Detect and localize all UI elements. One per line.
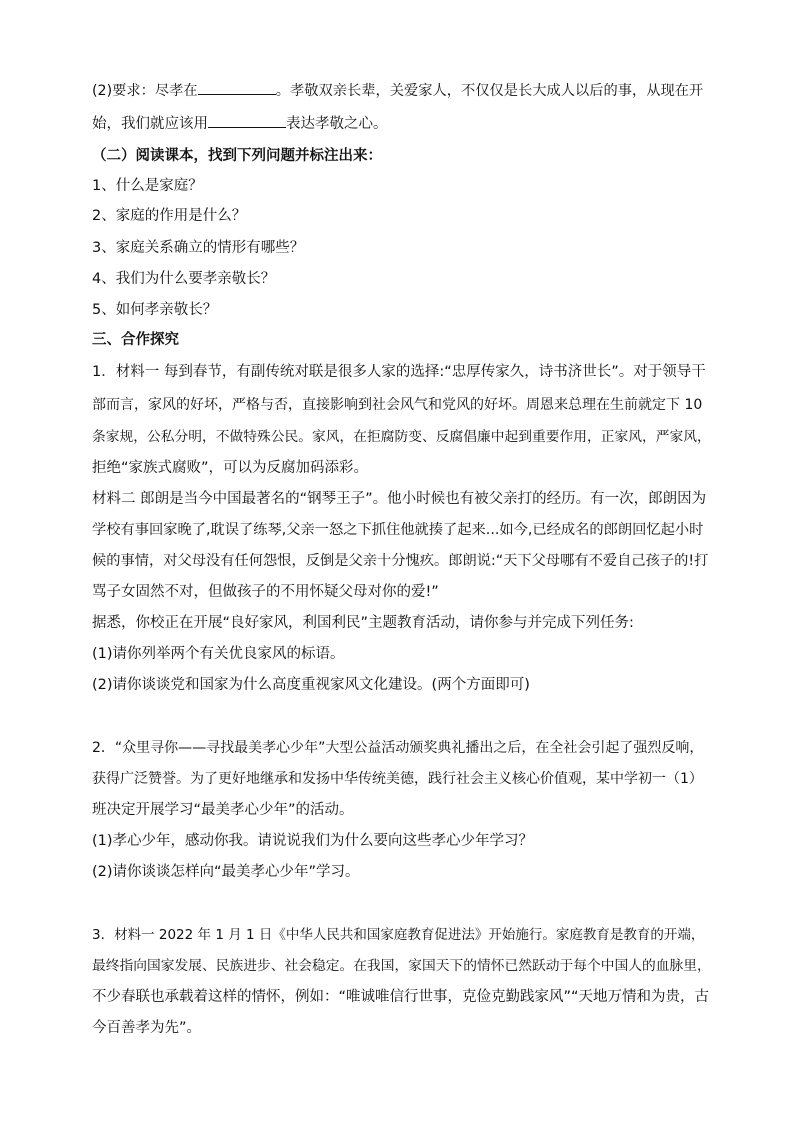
paragraph-line: 学校有事回家晚了,耽误了练琴,父亲一怒之下抓住他就揍了起来...如今,已经成名的郎朗回忆起小时 xyxy=(92,522,704,538)
paragraph-line: 3．材料一 2022 年 1 月 1 日《中华人民共和国家庭教育促进法》开始施行。家庭教育是教育的开端， xyxy=(92,927,705,943)
paragraph-line: 获得广泛赞誉。为了更好地继承和发扬中华传统美德，践行社会主义核心价值观，某中学初一（1） xyxy=(92,771,703,787)
paragraph-line: (1)请你列举两个有关优良家风的标语。 xyxy=(92,646,345,662)
fill-blank[interactable] xyxy=(198,80,276,95)
requirement-text: 表达孝敬之心。 xyxy=(286,116,388,132)
paragraph-line: 候的事情，对父母没有任何怨恨，反倒是父亲十分愧疚。郎朗说:“天下父母哪有不爱自己孩子的!打 xyxy=(92,553,709,569)
paragraph-line: 2．“众里寻你——寻找最美孝心少年”大型公益活动颁奖典礼播出之后，在全社会引起了强烈反响， xyxy=(92,740,704,756)
question-item: 1、什么是家庭？ xyxy=(92,178,203,194)
paragraph-line: 不少春联也承载着这样的情怀，例如：“唯诚唯信行世事，克俭克勤践家风”“天地万情和为贵，古 xyxy=(92,989,710,1005)
paragraph-line: (2)请你谈谈怎样向“最美孝心少年”学习。 xyxy=(92,864,360,880)
requirement-text: 。孝敬双亲长辈，关爱家人，不仅仅是长大成人以后的事，从现在开 xyxy=(275,83,704,99)
section-heading: （二）阅读课本，找到下列问题并标注出来： xyxy=(92,148,382,164)
paragraph-line: 班决定开展学习“最美孝心少年”的活动。 xyxy=(92,802,354,818)
paragraph-line: 条家规，公私分明，不做特殊公民。家风，在拒腐防变、反腐倡廉中起到重要作用，正家风，严家风， xyxy=(92,429,711,445)
paragraph-line: 骂子女固然不对，但做孩子的不用怀疑父母对你的爱!” xyxy=(92,584,439,600)
question-item: 3、家庭关系确立的情形有哪些？ xyxy=(92,240,305,256)
paragraph-line: 今百善孝为先”。 xyxy=(92,1020,202,1036)
question-item: 2、家庭的作用是什么？ xyxy=(92,208,247,224)
requirement-line-2 xyxy=(92,113,712,134)
requirement-text: (2)要求：尽孝在 xyxy=(92,83,198,99)
question-item: 5、如何孝亲敬长？ xyxy=(92,302,218,318)
paragraph-line: 据悉，你校正在开展“良好家风，利国利民”主题教育活动，请你参与并完成下列任务: xyxy=(92,615,634,631)
paragraph-line: 材料二 郎朗是当今中国最著名的“钢琴王子”。他小时候也有被父亲打的经历。有一次，郎朗因为 xyxy=(92,491,707,507)
requirement-text: 始，我们就应该用 xyxy=(92,116,208,132)
fill-blank[interactable] xyxy=(208,113,286,128)
requirement-line-1 xyxy=(92,80,712,101)
paragraph-line: 拒绝“家族式腐败”，可以为反腐加码添彩。 xyxy=(92,460,369,476)
paragraph-line: (2)请你谈谈党和国家为什么高度重视家风文化建设。(两个方面即可) xyxy=(92,677,530,693)
section-heading: 三、合作探究 xyxy=(92,332,179,348)
paragraph-line: 1．材料一 每到春节，有副传统对联是很多人家的选择:“忠厚传家久，诗书济世长”。对于领导干 xyxy=(92,364,706,380)
paragraph-line: (1)孝心少年，感动你我。请说说我们为什么要向这些孝心少年学习？ xyxy=(92,833,534,849)
question-item: 4、我们为什么要孝亲敬长？ xyxy=(92,271,276,287)
paragraph-line: 部而言，家风的好坏，严格与否，直接影响到社会风气和党风的好坏。周恩来总理在生前就定下 10 xyxy=(92,397,703,413)
paragraph-line: 最终指向国家发展、民族进步、社会稳定。在我国，家国天下的情怀已然跃动于每个中国人的血脉里， xyxy=(92,958,711,974)
